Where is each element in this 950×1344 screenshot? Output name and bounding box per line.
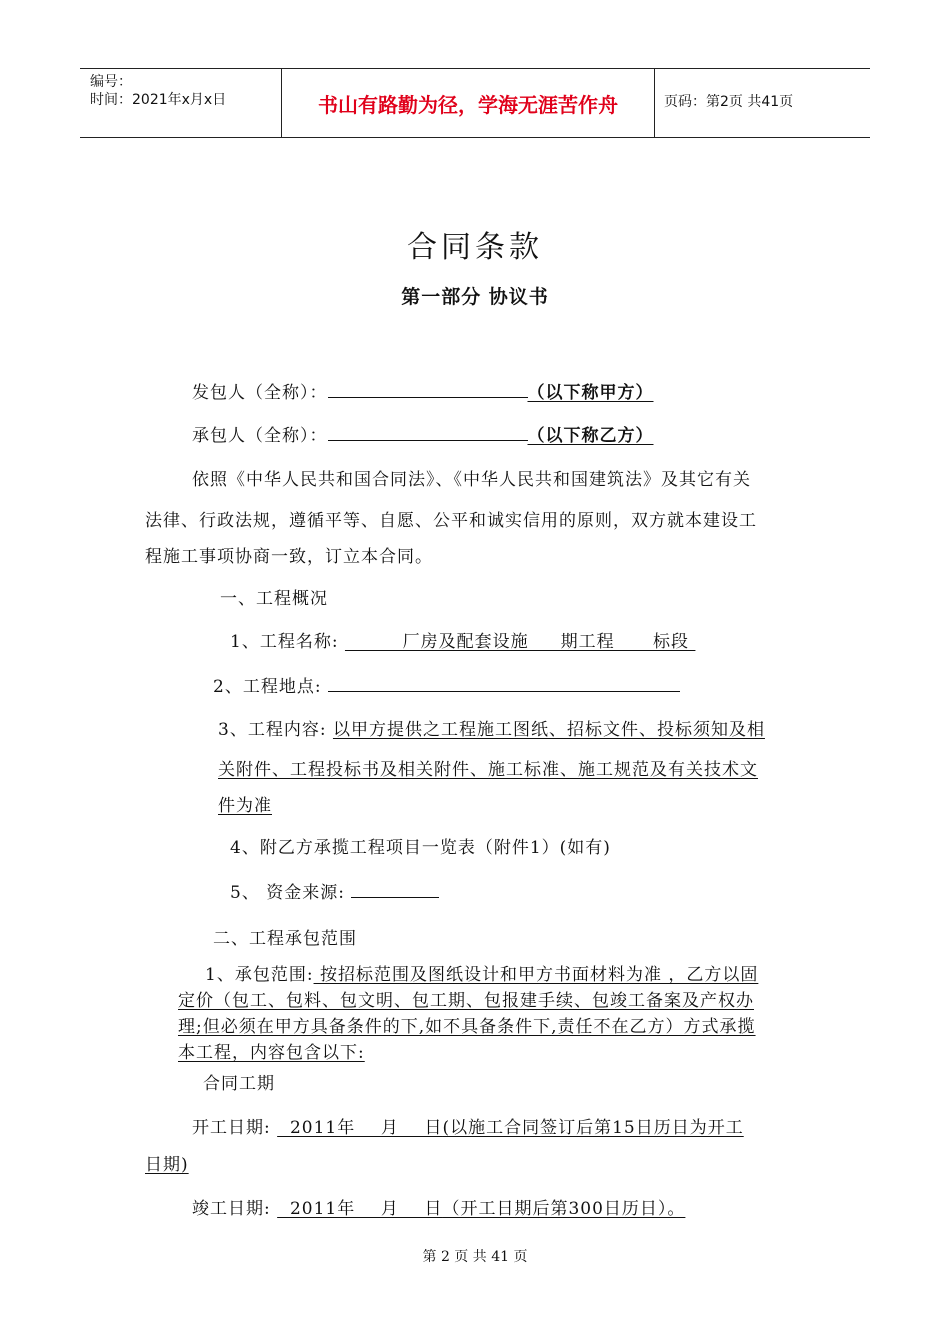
item-3-text-3: 件为准	[218, 796, 272, 816]
item-1-line	[230, 627, 695, 652]
item-5-label: 5、 资金来源:	[230, 883, 345, 903]
item-5-line	[230, 878, 439, 903]
start-date-line	[192, 1113, 744, 1138]
start-note-1: (以施工合同签订后第15日历日为开工	[442, 1118, 744, 1138]
item-2-line	[213, 672, 680, 697]
scope-text-2: 定价（包工、包料、包文明、包工期、包报建手续、包竣工备案及产权办	[178, 991, 754, 1011]
section-1-heading: 一、工程概况	[220, 589, 328, 609]
item-2-label: 2、工程地点:	[213, 677, 322, 697]
contractor-blank	[328, 424, 528, 441]
item-5-blank	[351, 881, 439, 898]
section-2-heading: 二、工程承包范围	[213, 929, 357, 949]
document-title: 合同条款	[407, 230, 543, 265]
document-subtitle: 第一部分 协议书	[401, 286, 549, 308]
header-page-cell	[654, 69, 870, 137]
item-1-label: 1、工程名称:	[230, 632, 339, 652]
scope-line-1	[205, 960, 758, 985]
page-header	[80, 68, 870, 138]
end-value: 2011年 月 日	[277, 1199, 443, 1219]
item-2-blank	[328, 675, 680, 692]
item-1-value: 厂房及配套设施 期工程 标段	[344, 632, 696, 652]
intro-line-1: 依照《中华人民共和国合同法》、《中华人民共和国建筑法》及其它有关	[192, 470, 751, 490]
motto-text: 书山有路勤为径，学海无涯苦作舟	[318, 93, 618, 117]
contractor-label: 承包人（全称）：	[192, 426, 328, 446]
item-3-label: 3、工程内容:	[218, 720, 327, 740]
start-value: 2011年 月 日	[277, 1118, 443, 1138]
period-heading: 合同工期	[203, 1074, 275, 1094]
page-footer: 第 2 页 共 41 页	[422, 1249, 528, 1265]
end-label: 竣工日期:	[192, 1199, 271, 1219]
start-note-2: 日期)	[145, 1155, 189, 1175]
number-label: 编号：	[90, 74, 132, 90]
item-4-line: 4、附乙方承揽工程项目一览表（附件1）(如有)	[230, 838, 611, 858]
header-page-info: 页码：第2页 共41页	[664, 94, 794, 110]
end-date-line	[192, 1194, 685, 1219]
employer-blank	[328, 381, 528, 398]
scope-text-4: 本工程，内容包含以下:	[178, 1043, 365, 1063]
employer-suffix: （以下称甲方）	[527, 383, 654, 403]
end-note: （开工日期后第300日历日）。	[442, 1199, 686, 1219]
item-3-line-1	[218, 715, 765, 740]
header-meta-cell	[80, 69, 280, 137]
intro-line-2: 法律、行政法规，遵循平等、自愿、公平和诚实信用的原则，双方就本建设工	[145, 511, 757, 531]
header-motto-cell	[281, 69, 655, 137]
item-3-text-1: 以甲方提供之工程施工图纸、招标文件、投标须知及相	[332, 720, 765, 740]
item-3-text-2: 关附件、工程投标书及相关附件、施工标准、施工规范及有关技术文	[218, 760, 758, 780]
employer-line	[192, 378, 654, 403]
scope-text-1: 按招标范围及图纸设计和甲方书面材料为准 ，乙方以固	[313, 965, 759, 985]
scope-text-3: 理;但必须在甲方具备条件的下,如不具备条件下,责任不在乙方）方式承揽	[178, 1017, 756, 1037]
contractor-line	[192, 421, 654, 446]
intro-line-3: 程施工事项协商一致，订立本合同。	[145, 547, 433, 567]
employer-label: 发包人（全称）：	[192, 383, 328, 403]
scope-label: 1、承包范围:	[205, 965, 314, 985]
time-label: 时间：2021年x月x日	[90, 92, 227, 108]
contractor-suffix: （以下称乙方）	[527, 426, 654, 446]
start-label: 开工日期:	[192, 1118, 271, 1138]
